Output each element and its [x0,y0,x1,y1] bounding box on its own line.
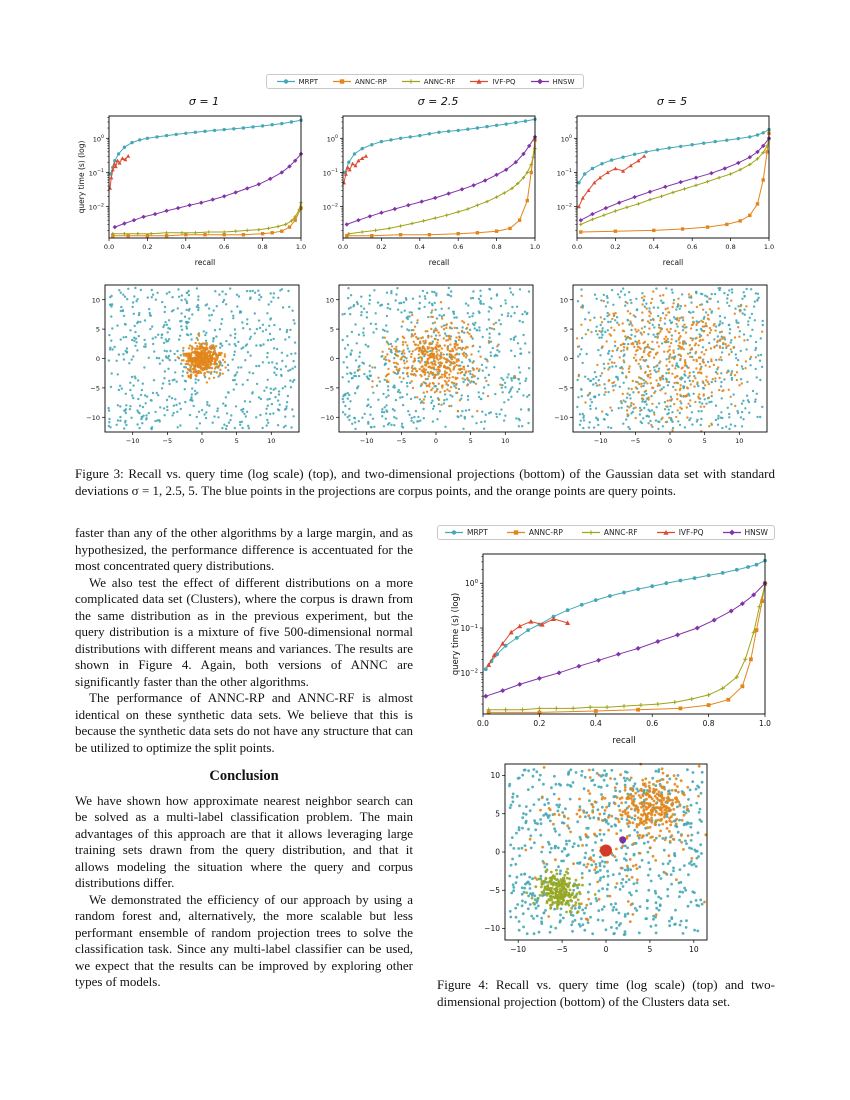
svg-text:10: 10 [325,296,334,305]
sigma1-scatter-plot [75,280,307,450]
legend-item-ivf-pq [469,77,515,86]
svg-text:0.0: 0.0 [103,243,115,251]
svg-text:5: 5 [702,437,707,445]
fig4-scatter-wrap [471,746,775,965]
svg-text:0.6: 0.6 [219,243,230,251]
legend-line-marker-icon [276,77,296,86]
plot-title-sigma2p5: σ = 2.5 [417,95,459,108]
svg-text:0: 0 [199,437,205,445]
conclusion-heading: Conclusion [209,768,279,785]
body-paragraph: The performance of ANNC-RP and ANNC-RF is almost identical on these synthetic data sets. We believe that this is because the synthetic data sets do not have any structure that can be utilized to optimize the split points. [75,690,413,755]
svg-text:−5: −5 [90,384,100,393]
sigma2p5-scatter-plot [309,280,541,450]
legend-line-marker-icon [530,77,550,86]
svg-text:10−1: $10^{-1}$ [460,624,478,634]
svg-text:0.2: 0.2 [533,719,546,729]
svg-text:5: 5 [647,945,653,955]
svg-text:10: 10 [267,437,276,445]
svg-text:−10: −10 [125,437,140,445]
svg-text:0.8: 0.8 [257,243,268,251]
svg-text:0.8: 0.8 [491,243,502,251]
plot-title-sigma1: σ = 1 [188,95,220,108]
sigma1-line-chart [75,110,307,268]
svg-text:0.0: 0.0 [571,243,583,251]
svg-text:1.0: 1.0 [759,719,771,729]
plot-title-sigma5: σ = 5 [656,95,688,108]
legend-item-mrpt [444,528,488,537]
legend-label: MRPT [298,77,319,86]
svg-text:10−2: $10^{-2}$ [556,203,572,212]
svg-text:0.2: 0.2 [142,243,153,251]
body-paragraph: We demonstrated the efficiency of our approach by using a random forest and, alternatively, the more scalable but less performant ensemble of random projection trees to solve the classification task. Since any multi-label classifier can be used, we expect that the results can be improved by exploring other types of models. [75,891,413,990]
svg-text:5: 5 [468,437,473,445]
svg-text:−10: −10 [359,437,374,445]
legend-label: MRPT [467,528,488,538]
svg-text:0.6: 0.6 [687,243,698,251]
fig4-scatter-plot [471,758,715,960]
legend-line-marker-icon [401,77,421,86]
legend-label: ANNC-RF [603,528,638,538]
legend-line-marker-icon [332,77,352,86]
legend-line-marker-icon [444,528,464,537]
svg-text:−5: −5 [556,945,568,955]
legend-label: IVF-PQ [492,77,516,86]
svg-text:1.0: 1.0 [529,243,541,251]
svg-text:5: 5 [495,809,500,819]
svg-text:−5: −5 [630,437,641,445]
svg-text:0: 0 [433,437,439,445]
svg-text:100: $10^0$ [560,135,572,144]
svg-text:1.0: 1.0 [295,243,307,251]
sigma5-line-chart [543,110,775,268]
legend-frame [266,74,585,89]
svg-text:10−1: $10^{-1}$ [322,169,338,178]
svg-text:0.8: 0.8 [725,243,736,251]
paper-content [75,74,775,1011]
svg-text:0: 0 [603,945,609,955]
svg-text:−10: −10 [86,413,100,422]
svg-text:−5: −5 [396,437,407,445]
svg-text:0: 0 [329,355,334,364]
legend-label: ANNC-RP [355,77,387,86]
svg-text:100: $10^0$ [92,135,104,144]
svg-text:10: 10 [735,437,744,445]
svg-text:recall: recall [194,258,216,267]
figure3-plots-row [75,95,775,450]
svg-text:0: 0 [563,355,568,364]
legend-line-marker-icon [656,528,676,537]
svg-text:0: 0 [495,847,500,857]
legend-label: HNSW [744,528,768,538]
legend-item-ivf-pq [656,528,704,537]
svg-text:0.4: 0.4 [589,719,602,729]
svg-text:−10: −10 [510,945,527,955]
svg-text:5: 5 [329,325,334,334]
figure3-column-sigma1 [75,95,307,450]
body-paragraph: We also test the effect of different distributions on a more complicated data set (Clusters), where the corpus is drawn from the same distribution as in the previous experiment, but the query distribution is a mixture of five 500-dimensional normal distributions with different means and variances. The results are shown in Figure 4. Again, both versions of ANNC are significantly faster than the other algorithms. [75,574,413,689]
svg-text:10: 10 [501,437,510,445]
figure-3 [75,74,775,499]
svg-text:0.2: 0.2 [610,243,621,251]
sigma5-scatter-plot [543,280,775,450]
svg-text:5: 5 [234,437,239,445]
sigma2p5-line-chart [309,110,541,268]
svg-text:0.0: 0.0 [477,719,489,729]
svg-text:10−2: $10^{-2}$ [88,203,104,212]
svg-text:0.2: 0.2 [376,243,387,251]
svg-text:−10: −10 [554,413,568,422]
legend-label: ANNC-RF [423,77,456,86]
svg-text:0.4: 0.4 [180,243,191,251]
svg-text:0.6: 0.6 [646,719,659,729]
svg-text:0.6: 0.6 [453,243,464,251]
figure4-legend [437,525,775,540]
legend-item-annc-rf [581,528,638,537]
svg-text:10−1: $10^{-1}$ [88,169,104,178]
svg-text:10: 10 [559,296,568,305]
svg-text:query time (s) (log): query time (s) (log) [77,140,86,214]
figure3-column-sigma5 [543,95,775,450]
svg-text:10−1: $10^{-1}$ [556,169,572,178]
two-column-body [75,525,775,1010]
svg-text:−10: −10 [320,413,334,422]
right-figure-column [437,525,775,1010]
legend-item-annc-rp [506,528,563,537]
svg-text:100: $10^0$ [326,135,338,144]
legend-item-annc-rf [401,77,456,86]
legend-item-hnsw [530,77,575,86]
svg-text:query time (s) (log): query time (s) (log) [451,593,461,676]
legend-line-marker-icon [469,77,489,86]
svg-text:10−2: $10^{-2}$ [460,668,478,679]
legend-item-mrpt [276,77,318,86]
svg-text:10: 10 [91,296,100,305]
legend-item-annc-rp [332,77,387,86]
svg-text:−10: −10 [593,437,608,445]
svg-text:0.4: 0.4 [414,243,425,251]
left-text-column [75,525,413,1010]
figure3-caption: Figure 3: Recall vs. query time (log scale) (top), and two-dimensional projections (bottom) of the Gaussian data set with standard deviations σ = 1, 2.5, 5. The blue points in the projections are corpus points, and the orange points are query points. [75,466,775,498]
svg-text:−5: −5 [488,886,500,896]
svg-text:−10: −10 [484,924,500,934]
svg-text:−5: −5 [324,384,334,393]
svg-text:100: $10^0$ [465,579,478,589]
svg-text:−5: −5 [162,437,173,445]
legend-line-marker-icon [581,528,601,537]
figure3-legend [75,74,775,89]
legend-item-hnsw [722,528,768,537]
svg-text:recall: recall [662,258,684,267]
figure4-caption: Figure 4: Recall vs. query time (log scale) (top) and two-dimensional projection (bottom) of the Clusters data set. [437,977,775,1009]
svg-text:recall: recall [612,736,636,747]
svg-text:10: 10 [689,945,699,955]
figure3-column-sigma2p5 [309,95,541,450]
svg-text:10: 10 [490,771,500,781]
svg-text:recall: recall [428,258,450,267]
svg-text:0.0: 0.0 [337,243,349,251]
body-paragraph: faster than any of the other algorithms by a large margin, and as hypothesized, the performance difference is accentuated for the most concentrated query distributions. [75,525,413,574]
svg-text:0.8: 0.8 [702,719,715,729]
body-paragraph: We have shown how approximate nearest neighbor search can be solved as a multi-label classification problem. The main advantages of this approach are that it allows leveraging large training sets drawn from the query distribution, and that it allows modeling the situation where the query and corpus distributions differ. [75,792,413,891]
svg-text:10−2: $10^{-2}$ [322,203,338,212]
svg-text:5: 5 [563,325,568,334]
svg-text:0: 0 [667,437,673,445]
legend-frame [437,525,775,540]
legend-label: IVF-PQ [678,528,704,538]
svg-text:1.0: 1.0 [763,243,775,251]
legend-line-marker-icon [722,528,742,537]
svg-text:−5: −5 [558,384,568,393]
fig4-line-chart [437,546,775,746]
svg-text:0: 0 [95,355,100,364]
legend-line-marker-icon [506,528,526,537]
legend-label: HNSW [552,77,575,86]
legend-label: ANNC-RP [528,528,563,538]
svg-text:0.4: 0.4 [648,243,659,251]
svg-text:5: 5 [95,325,100,334]
